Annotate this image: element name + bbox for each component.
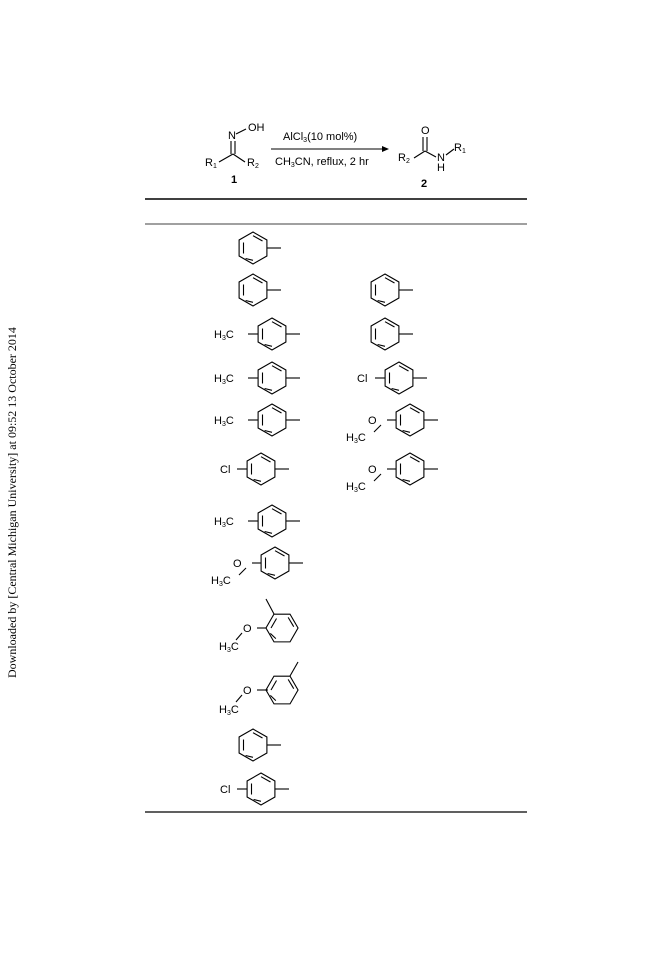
methyl-label: H3C [214,373,234,386]
reactant-r2-label: R2 [247,157,259,170]
methyl-label: H3C [211,575,231,588]
product-cn-bond [425,151,436,157]
table-row [239,232,281,264]
methoxy-bond [236,695,242,702]
reactant-r1-bond [219,154,233,162]
product-r2-bond [414,151,425,158]
methyl-label: H3C [214,415,234,428]
table-row [239,729,281,761]
oxygen-label: O [368,464,377,476]
r1-p-chlorophenyl-structure [237,453,289,485]
product-number: 2 [421,178,428,190]
r1-p-tolyl-structure [248,404,300,436]
product-h-label: H [437,162,445,174]
reactant-oh-label: OH [248,122,265,134]
reactant-r2-bond [233,154,245,162]
r1-p-methoxyphenyl-structure [239,547,303,579]
chloro-label: Cl [357,373,368,385]
r1-p-tolyl-structure [248,505,300,537]
table-row [214,362,427,394]
reaction-conditions [271,131,389,169]
r2-phenyl-structure [371,318,413,350]
product-n-r1-bond [446,149,454,155]
oxygen-label: O [243,623,252,635]
table-row [214,318,413,350]
methoxy-bond [236,633,242,640]
table-row [219,662,302,717]
reactant-number: 1 [231,174,238,186]
chloro-label: Cl [220,784,231,796]
r2-p-methoxyphenyl-structure [374,453,438,485]
reactant-oxime [205,122,265,186]
product-n-label: N [437,152,445,164]
product-r2-label: R2 [398,152,410,165]
methyl-label: H3C [219,641,239,654]
r1-p-chlorophenyl-structure [237,773,289,805]
oxygen-label: O [368,415,377,427]
methyl-label: H3C [346,432,366,445]
r1-p-tolyl-structure [248,362,300,394]
table-row [239,274,413,306]
table-row [220,773,289,805]
r2-p-methoxyphenyl-structure [374,404,438,436]
methyl-label: H3C [214,516,234,529]
oxygen-label: O [233,558,242,570]
methyl-label: H3C [214,329,234,342]
reaction-arrow-head [382,146,389,152]
oxygen-label: O [243,685,252,697]
chloro-label: Cl [220,464,231,476]
table-row [219,599,302,654]
r1-phenyl-structure [239,729,281,761]
r1-phenyl-structure [239,232,281,264]
table-row [220,453,438,494]
download-notice: Downloaded by [Central Michigan University] at 09:52 13 October 2014 [5,327,19,678]
product-r1-label: R1 [454,142,466,155]
r1-o-methoxyphenyl-ring [262,607,302,649]
ortho-attachment-bond [266,599,274,614]
table-row [211,547,303,588]
product-o-label: O [421,125,430,137]
conditions-line-2: CH3CN, reflux, 2 hr [275,156,369,169]
methyl-label: H3C [219,704,239,717]
product-amide [398,125,466,190]
table-row [214,404,438,445]
conditions-line-1: AlCl3(10 mol%) [283,131,358,144]
reactant-n-label: N [228,130,236,142]
r2-phenyl-structure [371,274,413,306]
table-row [214,505,300,537]
r1-phenyl-structure [239,274,281,306]
meta-attachment-bond [290,662,298,676]
methyl-label: H3C [346,481,366,494]
reactant-r1-label: R1 [205,157,217,170]
reactant-n-o-bond [236,129,246,134]
r2-p-chlorophenyl-structure [375,362,427,394]
r1-p-tolyl-structure [248,318,300,350]
